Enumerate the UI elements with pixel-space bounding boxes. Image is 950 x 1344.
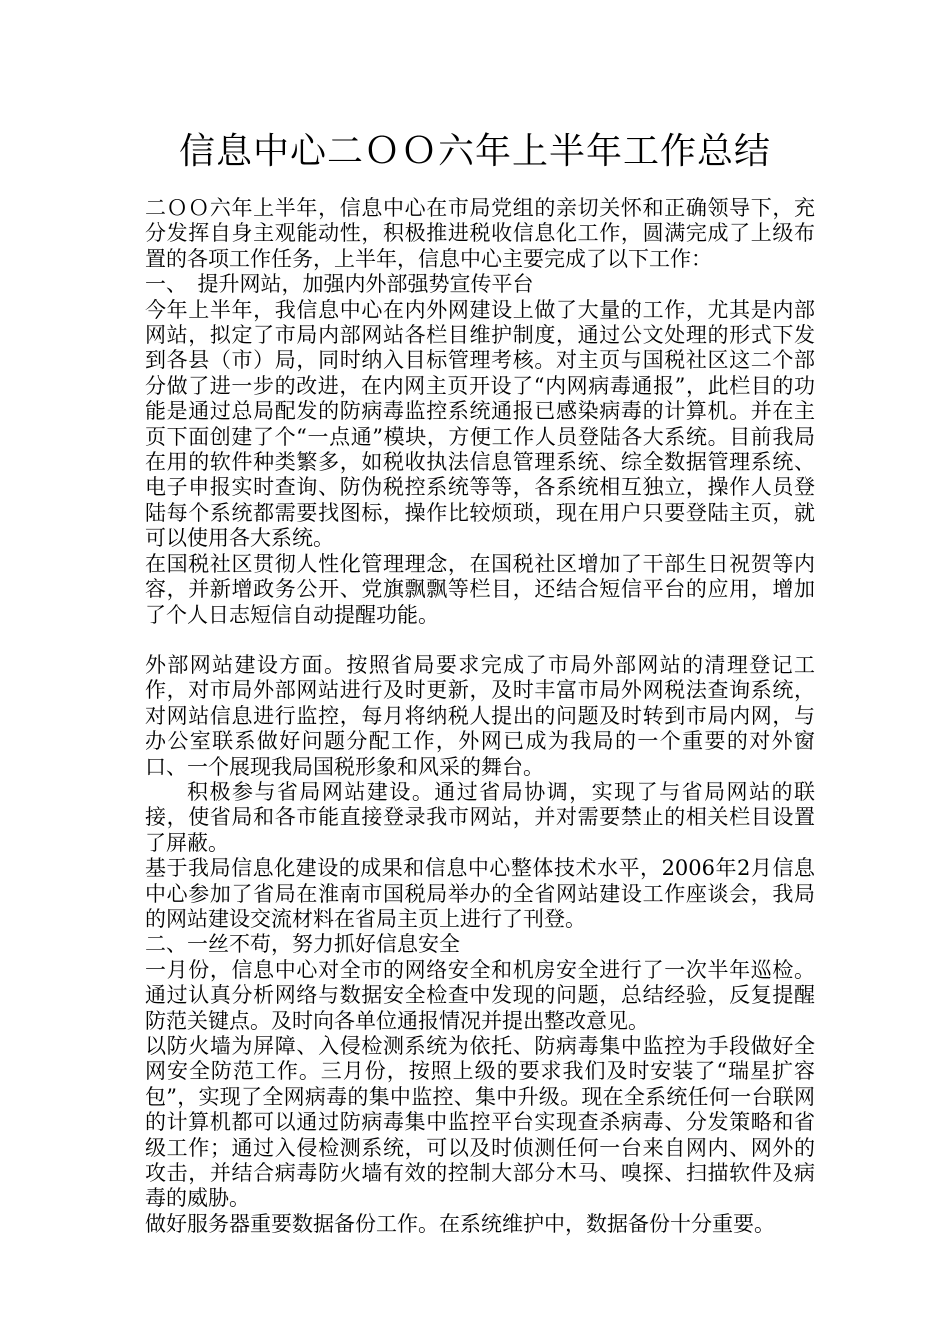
paragraph-intranet: 今年上半年，我信息中心在内外网建设上做了大量的工作，尤其是内部网站，拟定了市局内部网站各栏目维护制度，通过公文处理的形式下发到各县（市）局，同时纳入目标管理考核。对主页与国税社区这二个部分做了进一步的改进，在内网主页开设了“内网病毒通报”，此栏目的功能是通过总局配发的防病毒监控系统通报已感染病毒的计算机。并在主页下面创建了个“一点通”模块，方便工作人员登陆各大系统。目前我局在用的软件种类繁多，如税收执法信息管理系统、综全数据管理系统、电子申报实时查询、防伪税控系统等等，各系统相互独立，操作人员登陆每个系统都需要找图标，操作比较烦琐，现在用户只要登陆主页，就可以使用各大系统。 bbox=[145, 297, 815, 551]
paragraph-community: 在国税社区贯彻人性化管理理念，在国税社区增加了干部生日祝贺等内容，并新增政务公开、党旗飘飘等栏目，还结合短信平台的应用，增加了个人日志短信自动提醒功能。 bbox=[145, 551, 815, 627]
section-heading-1: 一、 提升网站，加强内外部强势宣传平台 bbox=[145, 272, 534, 297]
paragraph-provincial-site: 积极参与省局网站建设。通过省局协调，实现了与省局网站的联接，使省局和各市能直接登录我市网站，并对需要禁止的相关栏目设置了屏蔽。 bbox=[145, 779, 815, 855]
intro-paragraph: 二ＯＯ六年上半年，信息中心在市局党组的亲切关怀和正确领导下，充分发挥自身主观能动性，积极推进税收信息化工作，圆满完成了上级布置的各项工作任务，上半年，信息中心主要完成了以下工作： bbox=[145, 196, 815, 271]
document-title: 信息中心二ＯＯ六年上半年工作总结 bbox=[178, 131, 771, 172]
paragraph-firewall: 以防火墙为屏障、入侵检测系统为依托、防病毒集中监控为手段做好全网安全防范工作。三月份，按照上级的要求我们及时安装了“瑞星扩容包”，实现了全网病毒的集中监控、集中升级。现在全系统任何一台联网的计算机都可以通过防病毒集中监控平台实现查杀病毒、分发策略和省级工作；通过入侵检测系统，可以及时侦测任何一台来自网内、网外的攻击，并结合病毒防火墙有效的控制大部分木马、嗅探、扫描软件及病毒的威胁。 bbox=[145, 1034, 815, 1211]
paragraph-conference: 基于我局信息化建设的成果和信息中心整体技术水平，2006年2月信息中心参加了省局在淮南市国税局举办的全省网站建设工作座谈会，我局的网站建设交流材料在省局主页上进行了刊登。 bbox=[145, 856, 815, 931]
paragraph-external-site: 外部网站建设方面。按照省局要求完成了市局外部网站的清理登记工作，对市局外部网站进行及时更新，及时丰富市局外网税法查询系统，对网站信息进行监控，每月将纳税人提出的问题及时转到市局内网，与办公室联系做好问题分配工作，外网已成为我局的一个重要的对外窗口、一个展现我局国税形象和风采的舞台。 bbox=[145, 652, 815, 779]
paragraph-inspection: 一月份，信息中心对全市的网络安全和机房安全进行了一次半年巡检。通过认真分析网络与数据安全检查中发现的问题，总结经验，反复提醒防范关键点。及时向各单位通报情况并提出整改意见。 bbox=[145, 957, 815, 1033]
paragraph-backup: 做好服务器重要数据备份工作。在系统维护中，数据备份十分重要。 bbox=[145, 1211, 775, 1236]
section-heading-2: 二、一丝不苟，努力抓好信息安全 bbox=[145, 932, 460, 957]
document-body bbox=[145, 196, 815, 1237]
